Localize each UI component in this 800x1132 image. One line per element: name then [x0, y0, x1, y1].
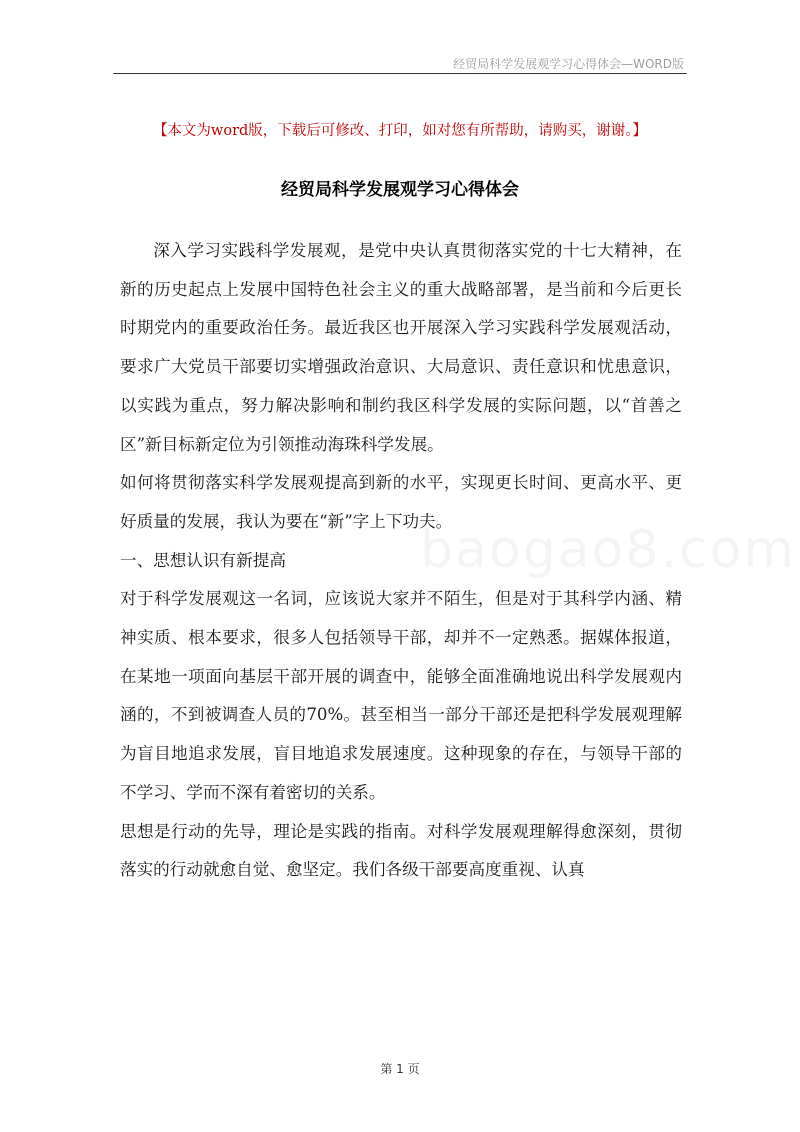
paragraph: 思想是行动的先导，理论是实践的指南。对科学发展观理解得愈深刻，贯彻落实的行动就愈自觉、愈坚定。我们各级干部要高度重视、认真 [120, 821, 682, 880]
page-number: 第 1 页 [380, 1062, 420, 1076]
document-title: 经贸局科学发展观学习心得体会 [281, 180, 519, 200]
header-divider [113, 73, 687, 74]
paragraph: 深入学习实践科学发展观，是党中央认真贯彻落实党的十七大精神，在新的历史起点上发展中国特色社会主义的重大战略部署，是当前和今后更长时期党内的重要政治任务。最近我区也开展深入学习实践科学发展观活动，要求广大党员干部要切实增强政治意识、大局意识、责任意识和忧患意识，以实践为重点，努力解决影响和制约我区科学发展的实际问题，以“首善之区”新目标新定位为引领推动海珠科学发展。 [120, 241, 682, 454]
document-body [120, 232, 682, 890]
paragraph: 对于科学发展观这一名词，应该说大家并不陌生，但是对于其科学内涵、精神实质、根本要求，很多人包括领导干部，却并不一定熟悉。据媒体报道，在某地一项面向基层干部开展的调查中，能够全面准确地说出科学发展观内涵的，不到被调查人员的70%。甚至相当一部分干部还是把科学发展观理解为盲目地追求发展，盲目地追求发展速度。这种现象的存在，与领导干部的不学习、学而不深有着密切的关系。 [120, 589, 682, 802]
purchase-notice: 【本文为word版，下载后可修改、打印，如对您有所帮助，请购买，谢谢。】 [152, 123, 648, 139]
paragraph: 如何将贯彻落实科学发展观提高到新的水平，实现更长时间、更高水平、更好质量的发展，我认为要在“新”字上下功夫。 [120, 473, 682, 531]
section-heading: 一、思想认识有新提高 [120, 550, 286, 570]
running-header: 经贸局科学发展观学习心得体会—WORD版 [453, 57, 684, 71]
